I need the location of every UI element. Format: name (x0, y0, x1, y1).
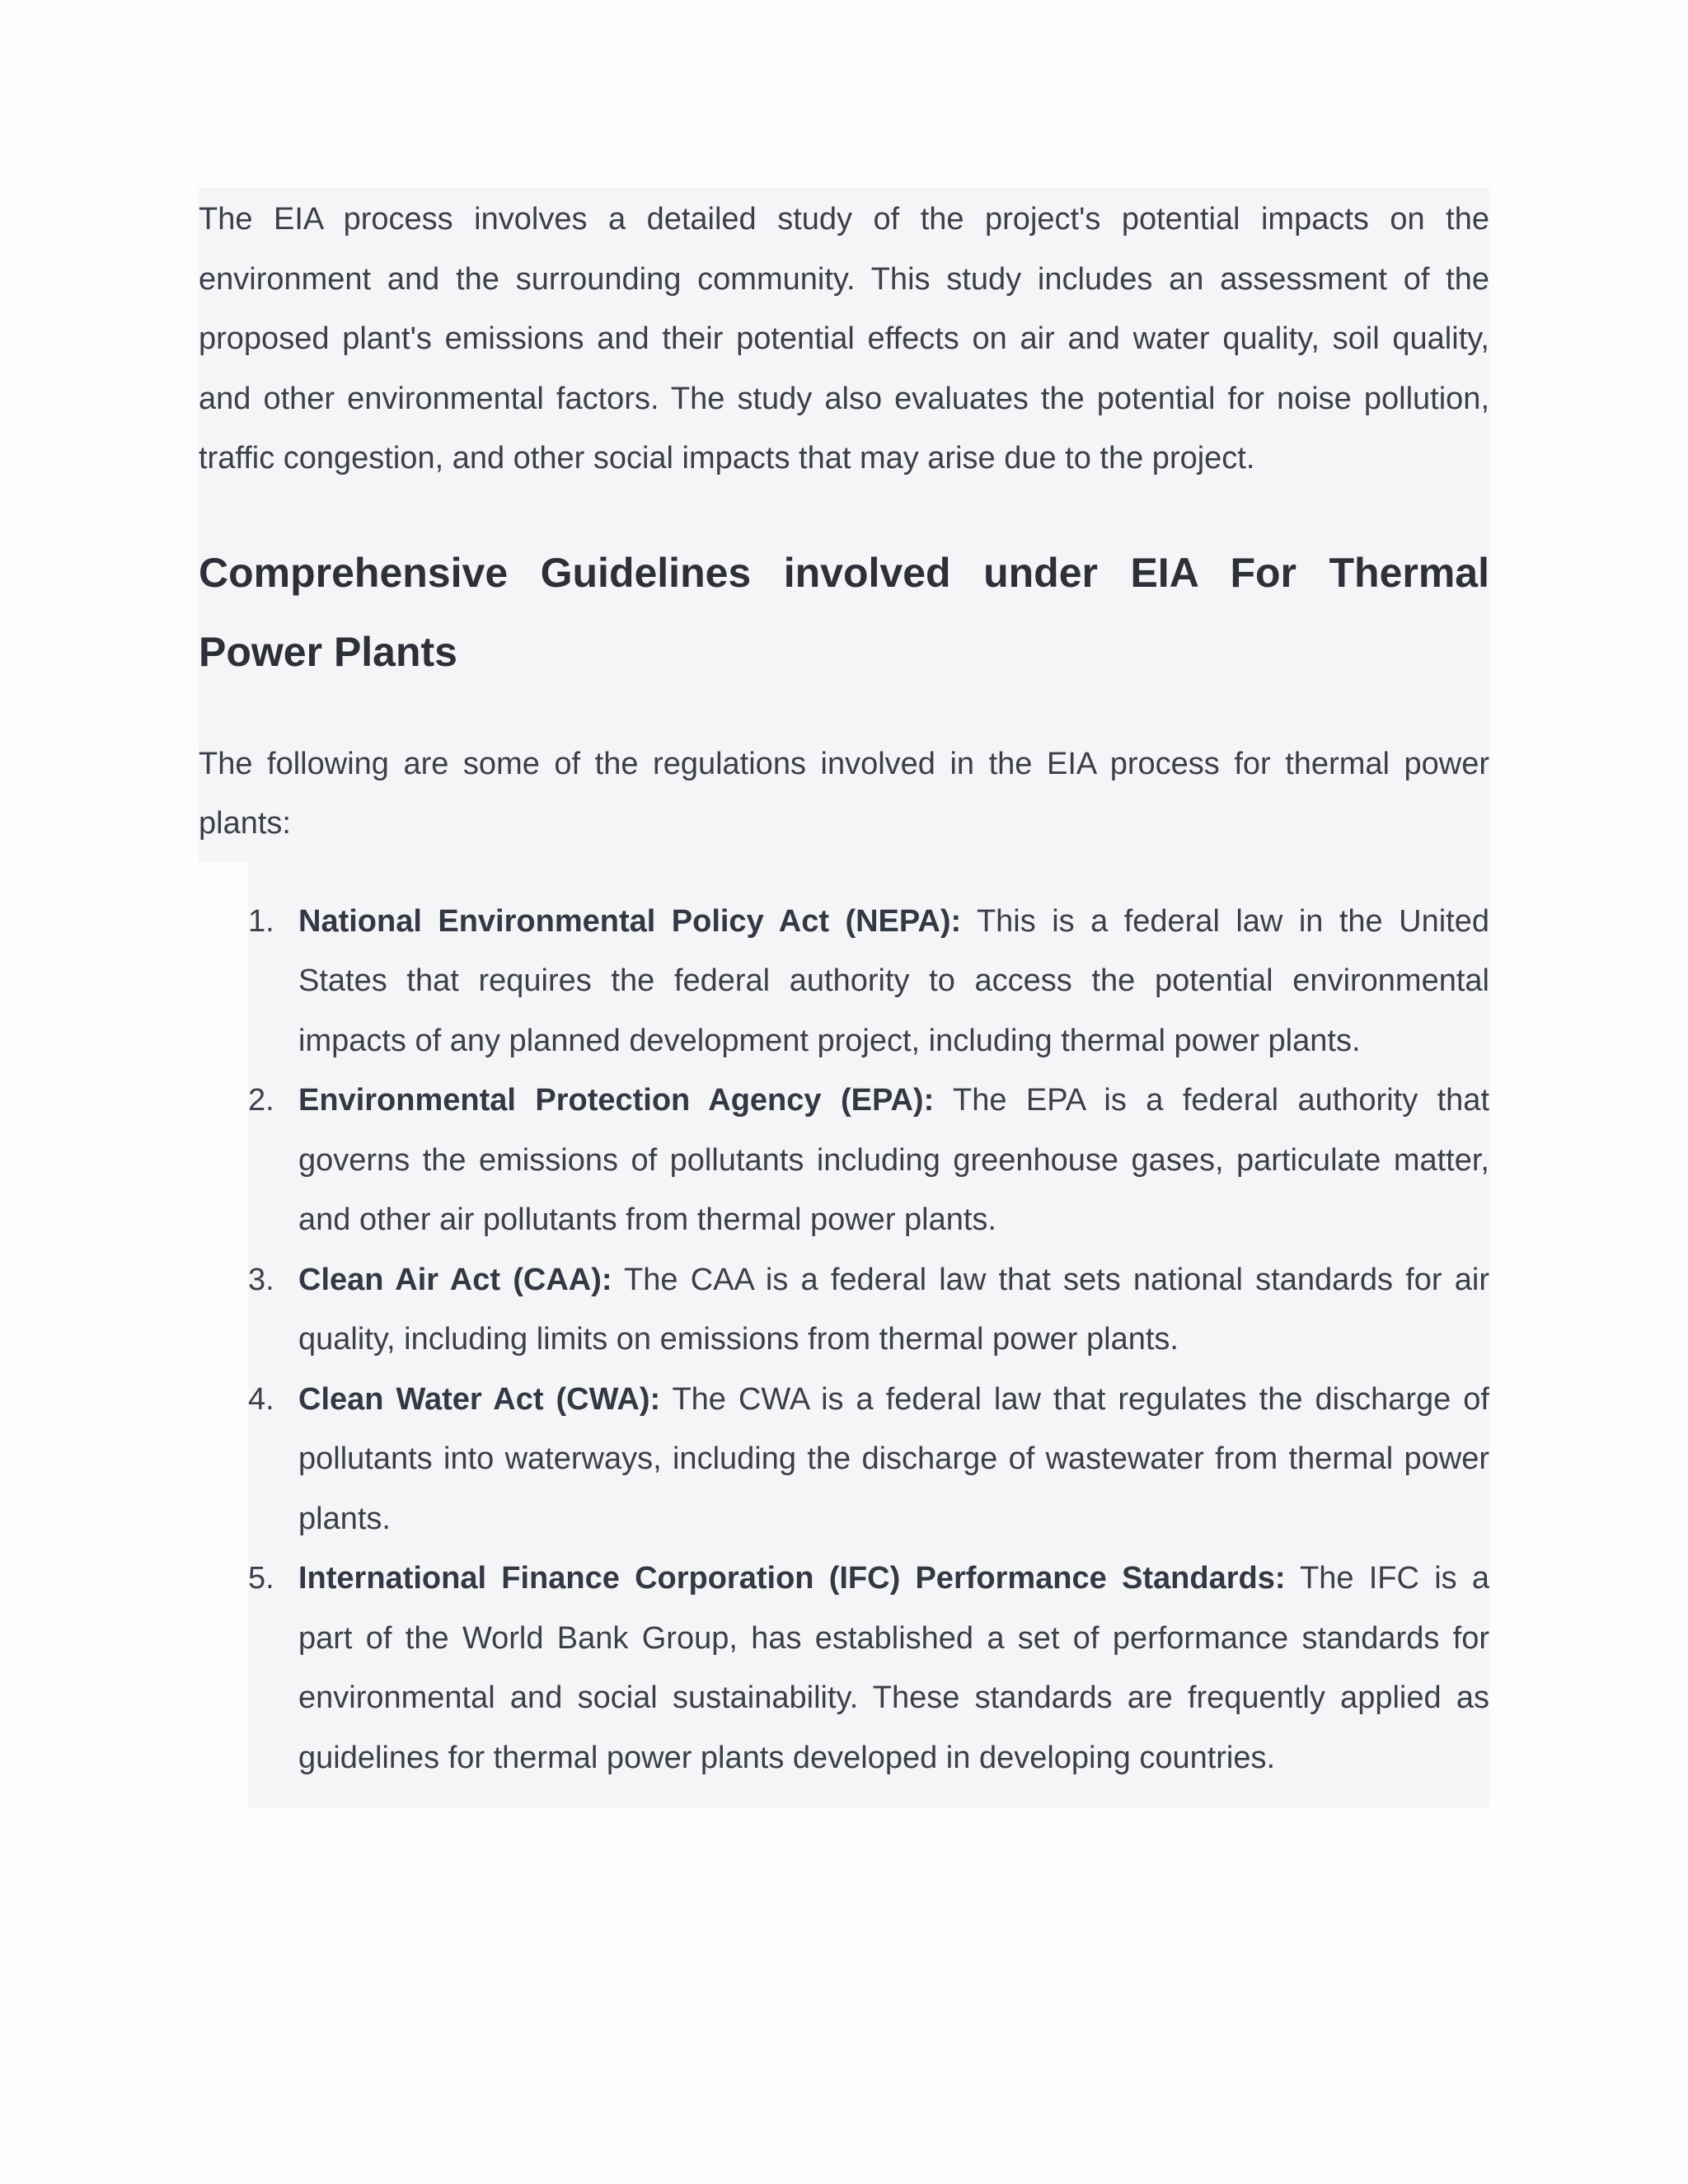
list-item (248, 1370, 1489, 1549)
list-item-number: 3. (248, 1262, 274, 1297)
list-item-text: The IFC is a part of the World Bank Group, has established a set of performance standards for environmental and social sustainability. These standards are frequently applied as guidelines for thermal power plants developed in developing countries. (298, 1561, 1489, 1775)
list-item (248, 892, 1489, 1071)
list-item (248, 1250, 1489, 1370)
regulations-list (248, 892, 1489, 1788)
document-body (199, 188, 1489, 1807)
list-item (248, 1071, 1489, 1250)
intro-paragraph: The EIA process involves a detailed study of the project's potential impacts on the environment and the surrounding community. This study includes an assessment of the proposed plant's emissions and their potential effects on air and water quality, soil quality, and other environmental factors. The study also evaluates the potential for noise pollution, traffic congestion, and other social impacts that may arise due to the project. (199, 202, 1489, 476)
list-item-title: International Finance Corporation (IFC) Performance Standards: (298, 1561, 1286, 1596)
list-item-title: National Environmental Policy Act (NEPA): (298, 903, 962, 939)
list-item-number: 2. (248, 1083, 274, 1118)
list-item-number: 1. (248, 903, 274, 939)
list-item-number: 5. (248, 1561, 274, 1596)
list-item-text: The CAA is a federal law that sets national standards for air quality, including limits on emissions from thermal power plants. (298, 1262, 1490, 1357)
list-item-number: 4. (248, 1381, 274, 1417)
list-item-title: Clean Air Act (CAA): (298, 1262, 612, 1297)
list-item-title: Clean Water Act (CWA): (298, 1381, 661, 1417)
lead-paragraph: The following are some of the regulations involved in the EIA process for thermal power plants: (199, 746, 1489, 841)
list-item-text: The EPA is a federal authority that governs the emissions of pollutants including greenhouse gases, particulate matter, and other air pollutants from thermal power plants. (298, 1083, 1490, 1237)
list-item-text: This is a federal law in the United States that requires the federal authority to access the potential environmental impacts of any planned development project, including thermal power plants. (298, 903, 1489, 1058)
section-heading: Comprehensive Guidelines involved under EIA For Thermal Power Plants (199, 549, 1489, 675)
regulations-section (248, 862, 1489, 1808)
list-item-text: The CWA is a federal law that regulates the discharge of pollutants into waterways, including the discharge of wastewater from thermal power plants. (298, 1381, 1489, 1536)
list-item-title: Environmental Protection Agency (EPA): (298, 1083, 935, 1118)
intro-section (199, 188, 1489, 862)
list-item (248, 1549, 1489, 1788)
